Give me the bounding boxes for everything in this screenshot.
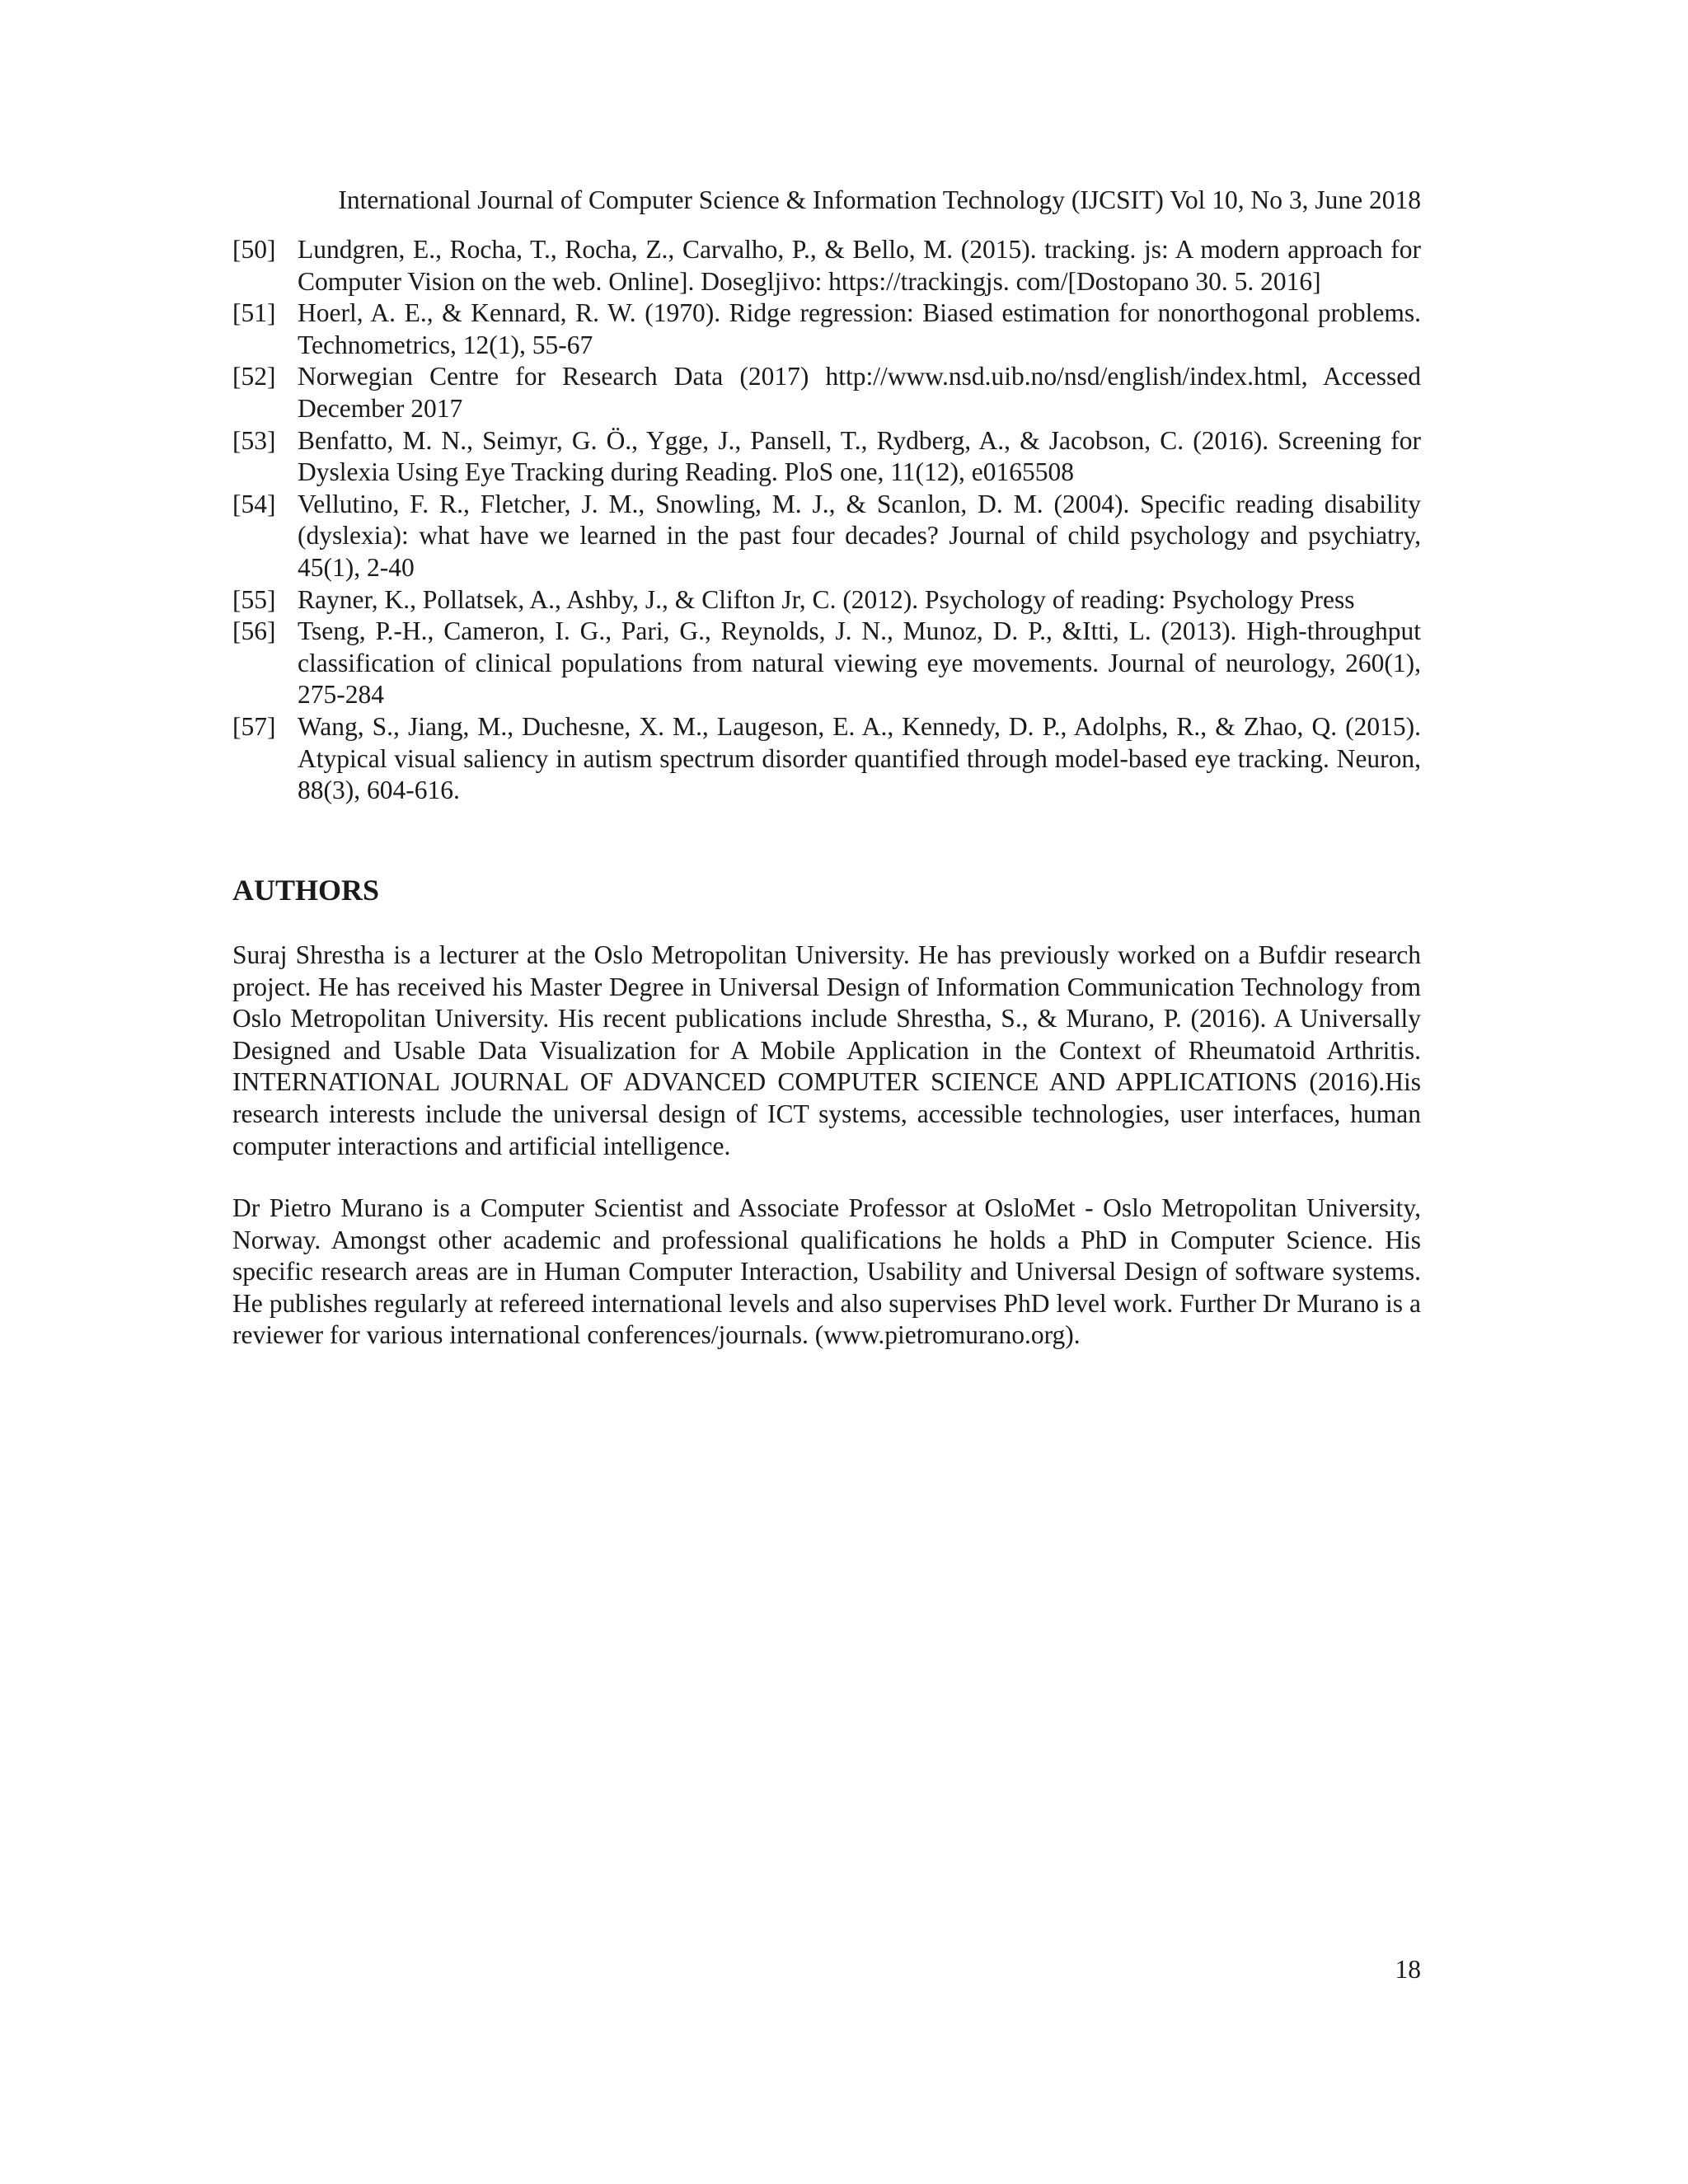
- reference-text: Wang, S., Jiang, M., Duchesne, X. M., Laugeson, E. A., Kennedy, D. P., Adolphs, R., & Zhao, Q. (2015). Atypical visual saliency in autism spectrum disorder quantified through model-based eye tracking. Neuron, 88(3), 604-616.: [298, 711, 1421, 805]
- reference-label: [57]: [232, 711, 276, 741]
- reference-label: [50]: [232, 235, 276, 264]
- reference-text: Benfatto, M. N., Seimyr, G. Ö., Ygge, J., Pansell, T., Rydberg, A., & Jacobson, C. (2016). Screening for Dyslexia Using Eye Tracking during Reading. PloS one, 11(12), e0165508: [298, 425, 1421, 487]
- reference-label: [53]: [232, 425, 276, 455]
- reference-item: [232, 489, 1421, 584]
- author-bio-murano: Dr Pietro Murano is a Computer Scientist and Associate Professor at OsloMet - Oslo Metropolitan University, Norway. Amongst other academic and professional qualifications he holds a PhD in Computer Science. His specific research areas are in Human Computer Interaction, Usability and Universal Design of software systems. He publishes regularly at refereed international levels and also supervises PhD level work. Further Dr Murano is a reviewer for various international conferences/journals. (www.pietromurano.org).: [232, 1193, 1421, 1350]
- reference-item: [232, 711, 1421, 807]
- reference-text: Hoerl, A. E., & Kennard, R. W. (1970). Ridge regression: Biased estimation for nonorthogonal problems. Technometrics, 12(1), 55-67: [298, 298, 1421, 359]
- reference-label: [51]: [232, 298, 276, 328]
- reference-text: Tseng, P.-H., Cameron, I. G., Pari, G., Reynolds, J. N., Munoz, D. P., &Itti, L. (2013). High-throughput classification of clinical populations from natural viewing eye movements. Journal of neurology, 260(1), 275-284: [298, 616, 1421, 710]
- reference-item: [232, 234, 1421, 298]
- reference-item: [232, 584, 1421, 616]
- reference-item: [232, 361, 1421, 424]
- page-number: 18: [1395, 1955, 1421, 1984]
- author-bio-shrestha: Suraj Shrestha is a lecturer at the Oslo Metropolitan University. He has previously worked on a Bufdir research project. He has received his Master Degree in Universal Design of Information Communication Technology from Oslo Metropolitan University. His recent publications include Shrestha, S., & Murano, P. (2016). A Universally Designed and Usable Data Visualization for A Mobile Application in the Context of Rheumatoid Arthritis. INTERNATIONAL JOURNAL OF ADVANCED COMPUTER SCIENCE AND APPLICATIONS (2016).His research interests include the universal design of ICT systems, accessible technologies, user interfaces, human computer interactions and artificial intelligence.: [232, 940, 1421, 1160]
- reference-text: Norwegian Centre for Research Data (2017) http://www.nsd.uib.no/nsd/english/index.html, Accessed December 2017: [298, 362, 1421, 423]
- reference-label: [52]: [232, 362, 276, 391]
- reference-item: [232, 616, 1421, 711]
- reference-item: [232, 425, 1421, 489]
- reference-text: Lundgren, E., Rocha, T., Rocha, Z., Carvalho, P., & Bello, M. (2015). tracking. js: A modern approach for Computer Vision on the web. Online]. Dosegljivo: https://trackingjs. com/[Dostopano 30. 5. 2016]: [298, 235, 1421, 296]
- reference-label: [55]: [232, 584, 276, 614]
- reference-list: [232, 234, 1421, 807]
- reference-text: Vellutino, F. R., Fletcher, J. M., Snowling, M. J., & Scanlon, D. M. (2004). Specific reading disability (dyslexia): what have we learned in the past four decades? Journal of child psychology and psychiatry, 45(1), 2-40: [298, 489, 1421, 582]
- reference-text: Rayner, K., Pollatsek, A., Ashby, J., & Clifton Jr, C. (2012). Psychology of reading: Psychology Press: [298, 584, 1355, 614]
- reference-label: [54]: [232, 489, 276, 518]
- reference-label: [56]: [232, 616, 276, 646]
- authors-heading: AUTHORS: [232, 874, 380, 907]
- reference-item: [232, 298, 1421, 361]
- running-header: International Journal of Computer Science & Information Technology (IJCSIT) Vol 10, No 3, June 2018: [338, 185, 1421, 214]
